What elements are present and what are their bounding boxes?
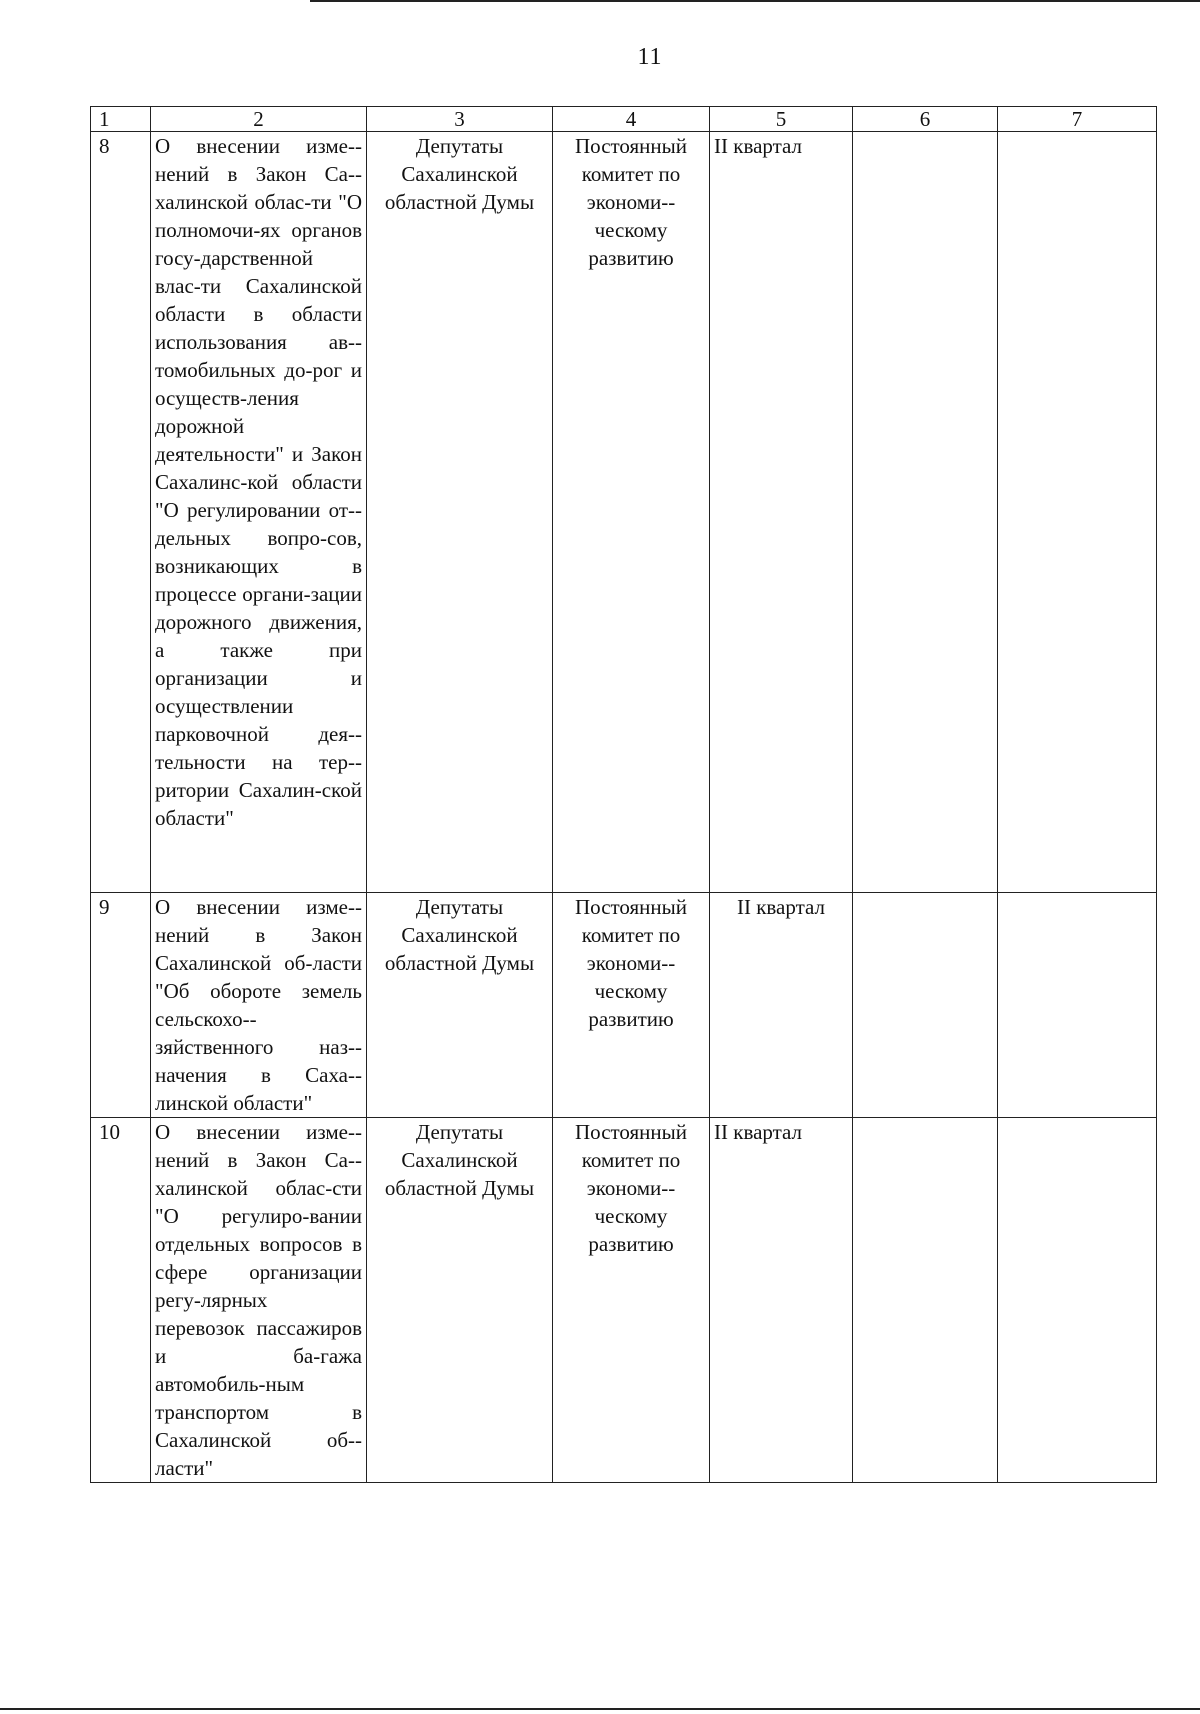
- bill-title: О внесении изме-нений в Закон Са-халинской облас-сти "О регулиро-вании отдельных вопросов в сфере организации регу-лярных перевозок пассажиров и ба-гажа автомобиль-ным транспортом в Сахалинской об-ласти": [151, 1118, 367, 1483]
- table-row: [91, 1118, 1157, 1483]
- column-header: 5: [710, 107, 853, 132]
- column-header: 3: [367, 107, 553, 132]
- bill-title: О внесении изме-нений в Закон Са-халинской облас-ти "О полномочи-ях органов госу-дарственной влас-ти Сахалинской области в области использования ав-томобильных до-рог и осуществ-ления дорожной деятельности" и Закон Сахалинс-кой области "О регулировании от-дельных вопро-сов, возникающих в процессе органи-зации дорожного движения, а также при организации и осуществлении парковочной дея-тельности на тер-ритории Сахалин-ской области": [151, 132, 367, 893]
- responsible-committee: Постоянный комитет по экономи-ческому развитию: [553, 893, 710, 1118]
- bottom-rule: [0, 1708, 1200, 1710]
- column-header: 6: [853, 107, 998, 132]
- column-header: 1: [91, 107, 151, 132]
- responsible-committee: Постоянный комитет по экономи-ческому развитию: [553, 1118, 710, 1483]
- table-row: [91, 132, 1157, 893]
- legislation-plan-table: [90, 106, 1157, 1483]
- planned-period: II квартал: [710, 132, 853, 893]
- bill-initiator: Депутаты Сахалинской областной Думы: [367, 893, 553, 1118]
- column-header: 4: [553, 107, 710, 132]
- column-7-cell: [998, 132, 1157, 893]
- column-6-cell: [853, 132, 998, 893]
- responsible-committee: Постоянный комитет по экономи-ческому развитию: [553, 132, 710, 893]
- row-number: 10: [91, 1118, 151, 1483]
- bill-initiator: Депутаты Сахалинской областной Думы: [367, 1118, 553, 1483]
- table-row: [91, 893, 1157, 1118]
- bill-title: О внесении изме-нений в Закон Сахалинской об-ласти "Об обороте земель сельскохо-зяйственного наз-начения в Саха-линской области": [151, 893, 367, 1118]
- table-header-row: [91, 107, 1157, 132]
- column-header: 7: [998, 107, 1157, 132]
- column-6-cell: [853, 1118, 998, 1483]
- top-rule: [310, 0, 1200, 2]
- column-header: 2: [151, 107, 367, 132]
- row-number: 8: [91, 132, 151, 893]
- column-7-cell: [998, 893, 1157, 1118]
- column-7-cell: [998, 1118, 1157, 1483]
- page-number: 11: [637, 44, 663, 70]
- bill-initiator: Депутаты Сахалинской областной Думы: [367, 132, 553, 893]
- row-number: 9: [91, 893, 151, 1118]
- column-6-cell: [853, 893, 998, 1118]
- planned-period: II квартал: [710, 893, 853, 1118]
- planned-period: II квартал: [710, 1118, 853, 1483]
